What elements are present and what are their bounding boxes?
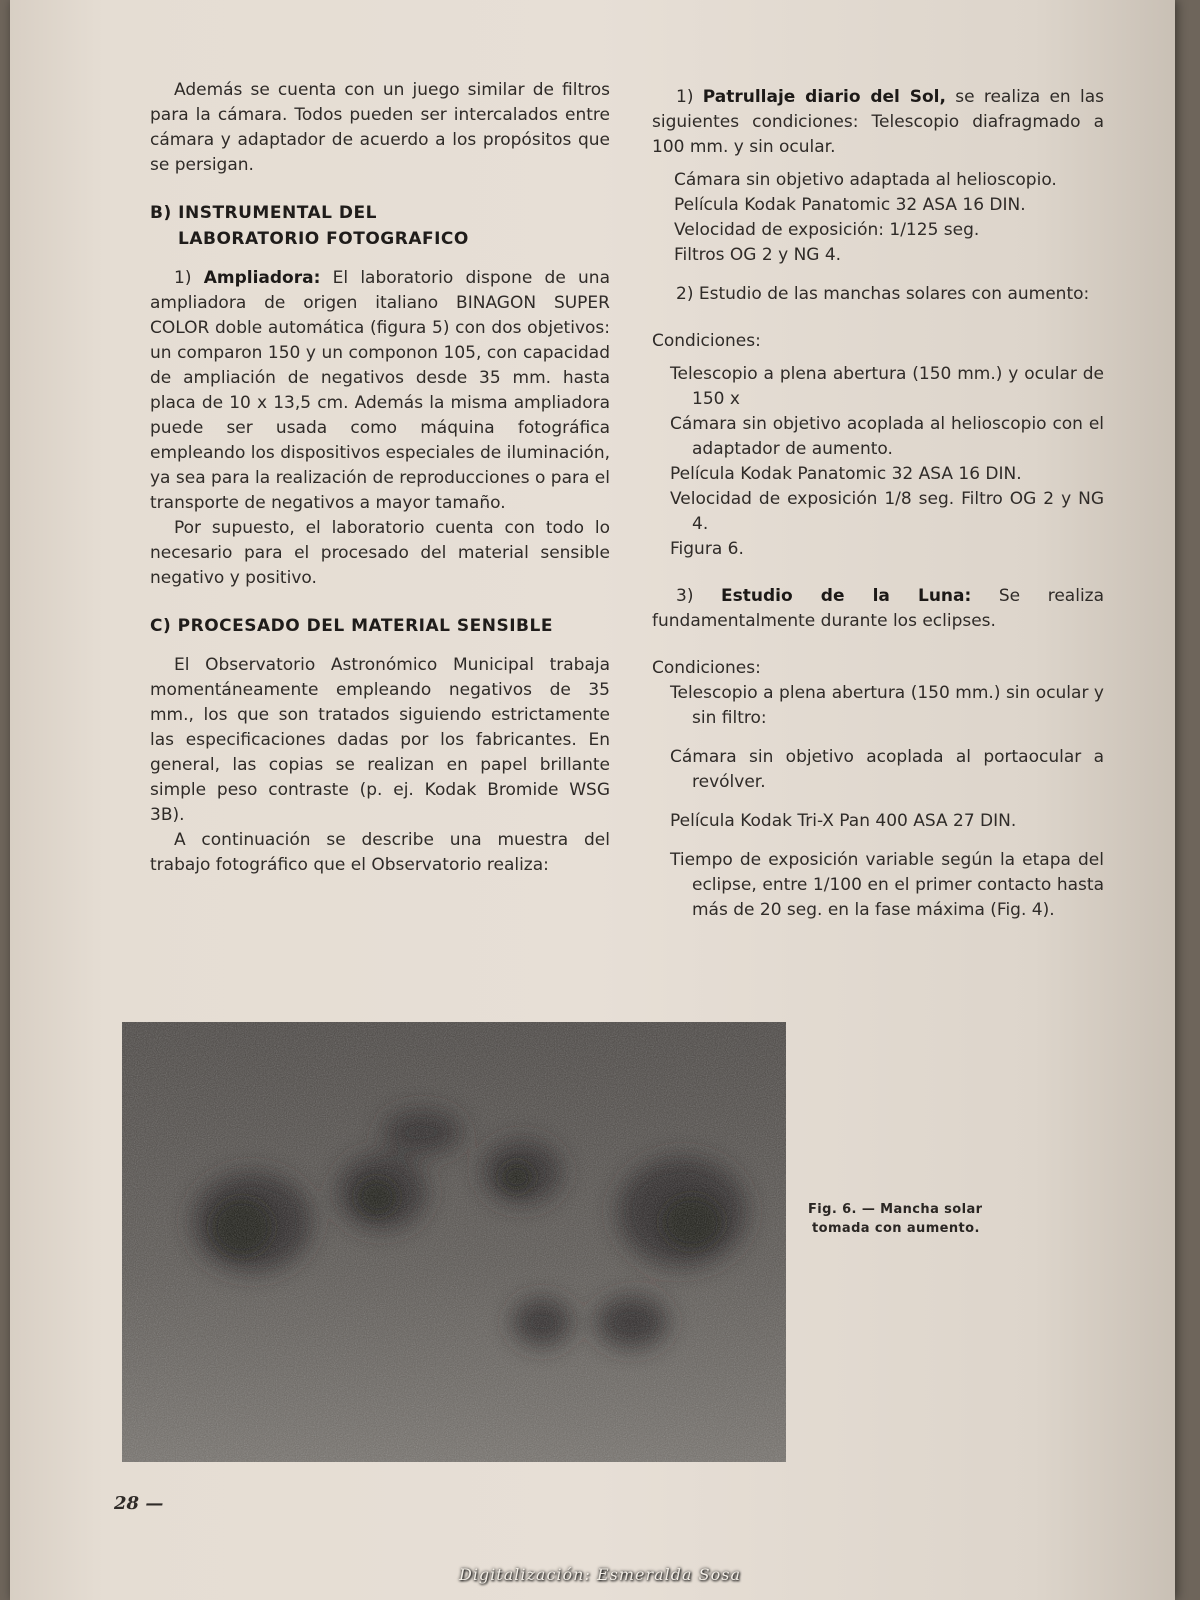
luna-condiciones-label: Condiciones: — [652, 658, 761, 678]
intro-paragraph: Además se cuenta con un juego similar de filtros para la cámara. Todos pueden ser intercalados entre cámara y adaptador de acuerdo a los propósitos que se persigan. — [150, 80, 610, 175]
ampliadora-label: Ampliadora: — [203, 268, 321, 288]
right-column — [652, 85, 1104, 923]
luna-line: Cámara sin objetivo acoplada al portaocular a revólver. — [670, 747, 1104, 792]
luna-label: Estudio de la Luna: — [721, 586, 972, 606]
sunspot-photo — [122, 1022, 786, 1462]
patrullaje-conditions — [652, 168, 1104, 268]
section-b-heading — [150, 200, 610, 252]
manchas-line: Velocidad de exposición 1/8 seg. Filtro OG 2 y NG 4. — [670, 489, 1104, 534]
luna-line: Telescopio a plena abertura (150 mm.) sin ocular y sin filtro: — [670, 683, 1104, 728]
section-c-heading: C) PROCESADO DEL MATERIAL SENSIBLE — [150, 616, 553, 636]
patrullaje-line: Película Kodak Panatomic 32 ASA 16 DIN. — [674, 195, 1026, 215]
section-b-line2: LABORATORIO FOTOGRAFICO — [178, 229, 469, 249]
page-number: 28 — — [114, 1493, 164, 1514]
section-b-line1: B) INSTRUMENTAL DEL — [150, 203, 377, 223]
patrullaje-label: Patrullaje diario del Sol, — [702, 87, 946, 107]
caption-line1: Fig. 6. — Mancha solar — [808, 1202, 983, 1217]
manchas-line: Telescopio a plena abertura (150 mm.) y ocular de 150 x — [670, 364, 1104, 409]
patrullaje-line: Cámara sin objetivo adaptada al helioscopio. — [674, 170, 1057, 190]
luna-text: Se realiza fundamentalmente durante los eclipses. — [652, 586, 1105, 631]
ampliadora-number: 1) — [174, 268, 192, 288]
supuesto-paragraph: Por supuesto, el laboratorio cuenta con todo lo necesario para el procesado del material sensible negativo y positivo. — [150, 518, 610, 588]
observatorio-paragraph: El Observatorio Astronómico Municipal trabaja momentáneamente empleando negativos de 35 mm., los que son tratados siguiendo estrictamente las especificaciones dadas por los fabricantes. En general, las copias se realizan en papel brillante simple peso contraste (p. ej. Kodak Bromide WSG 3B). — [150, 655, 610, 825]
digitization-credit: Digitalización: Esmeralda Sosa — [458, 1565, 741, 1584]
manchas-line: Figura 6. — [670, 539, 744, 559]
continuacion-paragraph: A continuación se describe una muestra del trabajo fotográfico que el Observatorio realiza: — [150, 830, 610, 875]
manchas-condiciones-label: Condiciones: — [652, 331, 761, 351]
luna-line: Tiempo de exposición variable según la etapa del eclipse, entre 1/100 en el primer contacto hasta más de 20 seg. en la fase máxima (Fig. 4). — [670, 850, 1104, 920]
left-column — [150, 78, 610, 878]
patrullaje-paragraph — [652, 85, 1104, 160]
luna-line: Película Kodak Tri-X Pan 400 ASA 27 DIN. — [670, 811, 1017, 831]
patrullaje-text: se realiza en las siguientes condiciones: Telescopio diafragmado a 100 mm. y sin ocular. — [652, 87, 1104, 157]
ampliadora-paragraph — [150, 266, 610, 516]
ampliadora-text: El laboratorio dispone de una ampliadora de origen italiano BINAGON SUPER COLOR doble automática (figura 5) con dos objetivos: un comparon 150 y un componon 105, con capacidad de ampliación de negativos desde 35 mm. hasta placa de 10 x 13,5 cm. Además la misma ampliadora puede ser usada como máquina fotográfica empleando los dispositivos especiales de iluminación, ya sea para la realización de reproducciones o para el transporte de negativos a mayor tamaño. — [150, 268, 611, 513]
patrullaje-line: Filtros OG 2 y NG 4. — [674, 245, 842, 265]
manchas-line: Película Kodak Panatomic 32 ASA 16 DIN. — [670, 464, 1022, 484]
patrullaje-number: 1) — [676, 87, 694, 107]
luna-number: 3) — [676, 586, 694, 606]
patrullaje-line: Velocidad de exposición: 1/125 seg. — [674, 220, 980, 240]
luna-conditions — [652, 681, 1104, 923]
caption-line2: tomada con aumento. — [812, 1221, 980, 1236]
manchas-line: Cámara sin objetivo acoplada al helioscopio con el adaptador de aumento. — [670, 414, 1104, 459]
luna-paragraph — [652, 584, 1104, 634]
figure-caption — [808, 1200, 1028, 1238]
manchas-conditions — [652, 362, 1104, 562]
sunspot-image — [122, 1022, 786, 1462]
manchas-paragraph: 2) Estudio de las manchas solares con aumento: — [676, 284, 1090, 304]
